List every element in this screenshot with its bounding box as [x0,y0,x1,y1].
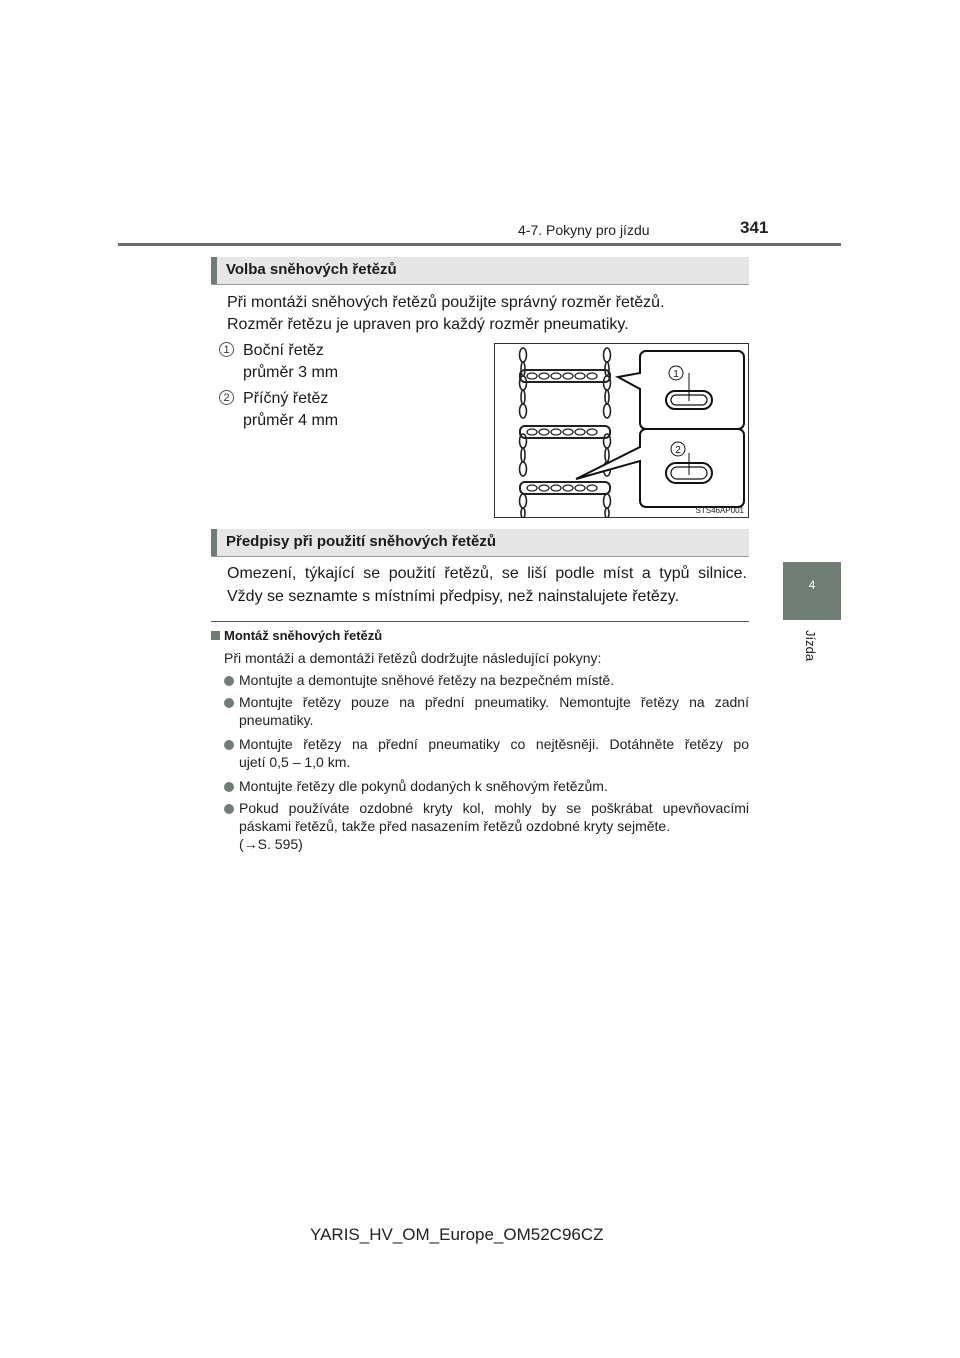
bullet-dot-icon [224,676,234,686]
callout-2-label: 2 [675,445,681,456]
section1-paragraph-line-2: Rozměr řetězu je upraven pro každý rozměr pneumatiky. [227,316,629,333]
subsection-heading [211,628,382,643]
section-bar-accent [211,529,217,556]
bullet-dot-icon [224,740,234,750]
figure-code: STS46AP001 [695,506,744,515]
item-2-detail: průměr 4 mm [243,412,339,429]
chapter-number: 4 [808,578,816,592]
section-bar-accent [211,257,217,284]
page-number: 341 [740,218,769,237]
page-reference-link[interactable]: (→S. 595) [239,836,303,852]
item-number-badge: 1 [219,342,234,357]
bullet-5-line-2: páskami řetězů, takže před nasazením řetězů ozdobné kryty sejměte. [239,818,671,834]
document-code-footer: YARIS_HV_OM_Europe_OM52C96CZ [310,1225,604,1244]
bullet-3-line-2: ujetí 0,5 – 1,0 km. [239,754,351,770]
content-divider [211,621,749,622]
section2-paragraph-line-1: Omezení, týkající se použití řetězů, se liší podle míst a typů silnice. [227,565,747,582]
running-header-section: 4-7. Pokyny pro jízdu [518,222,650,238]
header-rule [118,243,841,246]
callout-1-label: 1 [673,369,679,380]
item-2-title: Příčný řetěz [243,390,329,407]
bullet-2-line-2: pneumatiky. [239,712,314,728]
item-1-detail: průměr 3 mm [243,364,339,381]
bullet-dot-icon [224,698,234,708]
item-number-badge: 2 [219,390,234,405]
bullet-5-line-1: Pokud používáte ozdobné kryty kol, mohly by se poškrábat upevňovacími [239,800,749,816]
bullet-2-line-1: Montujte řetězy pouze na přední pneumatiky. Nemontujte řetězy na zadní [239,694,749,710]
item-1-title: Boční řetěz [243,342,324,359]
bullet-1-line-1: Montujte a demontujte sněhové řetězy na bezpečném místě. [239,672,615,688]
section-title: Předpisy při použití sněhových řetězů [226,533,497,550]
section1-paragraph-line-1: Při montáži sněhových řetězů použijte správný rozměr řetězů. [227,294,665,311]
bullet-dot-icon [224,782,234,792]
subsection-heading-text: Montáž sněhových řetězů [224,628,383,643]
chapter-label: Jízda [803,630,818,662]
snow-chain-diagram [494,343,749,518]
mounting-intro: Při montáži a demontáži řetězů dodržujte následující pokyny: [224,650,602,666]
section-bar-chain-regulations [211,529,749,557]
section2-paragraph-line-2: Vždy se seznamte s místními předpisy, než nainstalujete řetězy. [227,588,680,605]
bullet-dot-icon [224,804,234,814]
section-title: Volba sněhových řetězů [226,261,397,278]
section-bar-chain-selection [211,257,749,285]
snow-chain-illustration [494,343,749,518]
bullet-4-line-1: Montujte řetězy dle pokynů dodaných k sněhovým řetězům. [239,778,608,794]
bullet-3-line-1: Montujte řetězy na přední pneumatiky co nejtěsněji. Dotáhněte řetězy po [239,736,749,752]
square-bullet-icon [211,631,220,640]
